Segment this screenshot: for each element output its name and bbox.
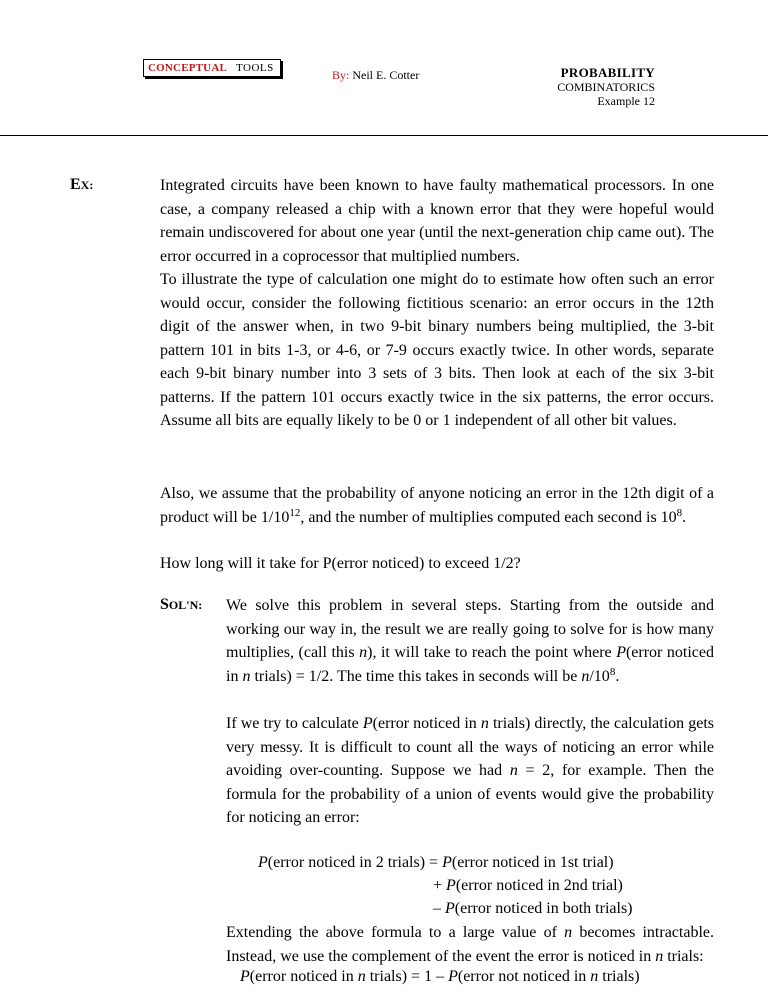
author-line <box>332 68 419 83</box>
topic-subtitle: COMBINATORICS <box>557 80 655 94</box>
example-label: EX: <box>70 176 94 193</box>
union-equation-line-2: + P(error noticed in 2nd trial) <box>433 877 623 894</box>
solution-paragraph-3: Extending the above formula to a large value of n becomes intractable. Instead, we use the complement of the event the error is noticed in n trials: <box>226 924 715 965</box>
union-equation-line-3: – P(error noticed in both trials) <box>433 900 633 917</box>
by-label: By: <box>332 68 350 82</box>
problem-paragraph-3: Also, we assume that the probability of anyone noticing an error in the 12th digit of a product will be $1/10^{12}$, and the number of multiplies computed each second is $10^8$. <box>160 485 714 526</box>
logo-conceptual-text: CONCEPTUAL <box>148 62 228 74</box>
example-number: Example 12 <box>597 94 655 108</box>
solution-paragraph-2: If we try to calculate P(error noticed in n trials) directly, the calculation gets very messy. It is difficult to count all the ways of noticing an error while avoiding over-counting. Suppose we had n = 2, for example. Then the formula for the probability of a union of events would give the probability for noticing an error: <box>226 715 715 826</box>
solution-paragraph-1: We solve this problem in several steps. Starting from the outside and working our way in, the result we are really going to solve for is how many multiplies, (call this n), it will take to reach the point where P(error noticed in n trials) = 1/2. The time this takes in seconds will be $n/10^8$. <box>226 597 714 685</box>
conceptual-tools-logo <box>143 59 281 77</box>
author-name: Neil E. Cotter <box>352 68 420 82</box>
header-divider <box>0 135 768 136</box>
problem-paragraph-2: To illustrate the type of calculation one might do to estimate how often such an error would occur, consider the following fictitious scenario: an error occurs in the 12th digit of the answer when, in two 9-bit binary numbers being multiplied, the 3-bit pattern 101 in bits 1-3, or 4-6, or 7-9 occurs exactly twice. In other words, separate each 9-bit binary number into 3 sets of 3 bits. Then look at each of the six 3-bit patterns. If the pattern 101 occurs exactly twice in the six patterns, the error occurs. Assume all bits are equally likely to be 0 or 1 independent of all other bit values. <box>160 271 714 429</box>
logo-tools-text: TOOLS <box>236 62 274 74</box>
complement-equation: P(error noticed in n trials) = 1 – P(error not noticed in n trials) <box>240 968 640 985</box>
union-equation-line-1: P(error noticed in 2 trials) = P(error noticed in 1st trial) <box>258 854 614 871</box>
solution-label: SOL'N: <box>160 596 203 613</box>
header-topic-block <box>557 66 655 108</box>
problem-paragraph-1: Integrated circuits have been known to have faulty mathematical processors. In one case, a company released a chip with a known error that they were hopeful would remain undiscovered for about one year (until the next-generation chip came out). The error occurred in a coprocessor that multiplied numbers. <box>160 177 714 265</box>
problem-question: How long will it take for P(error noticed) to exceed 1/2? <box>160 555 521 572</box>
subject-title: PROBABILITY <box>560 65 655 80</box>
